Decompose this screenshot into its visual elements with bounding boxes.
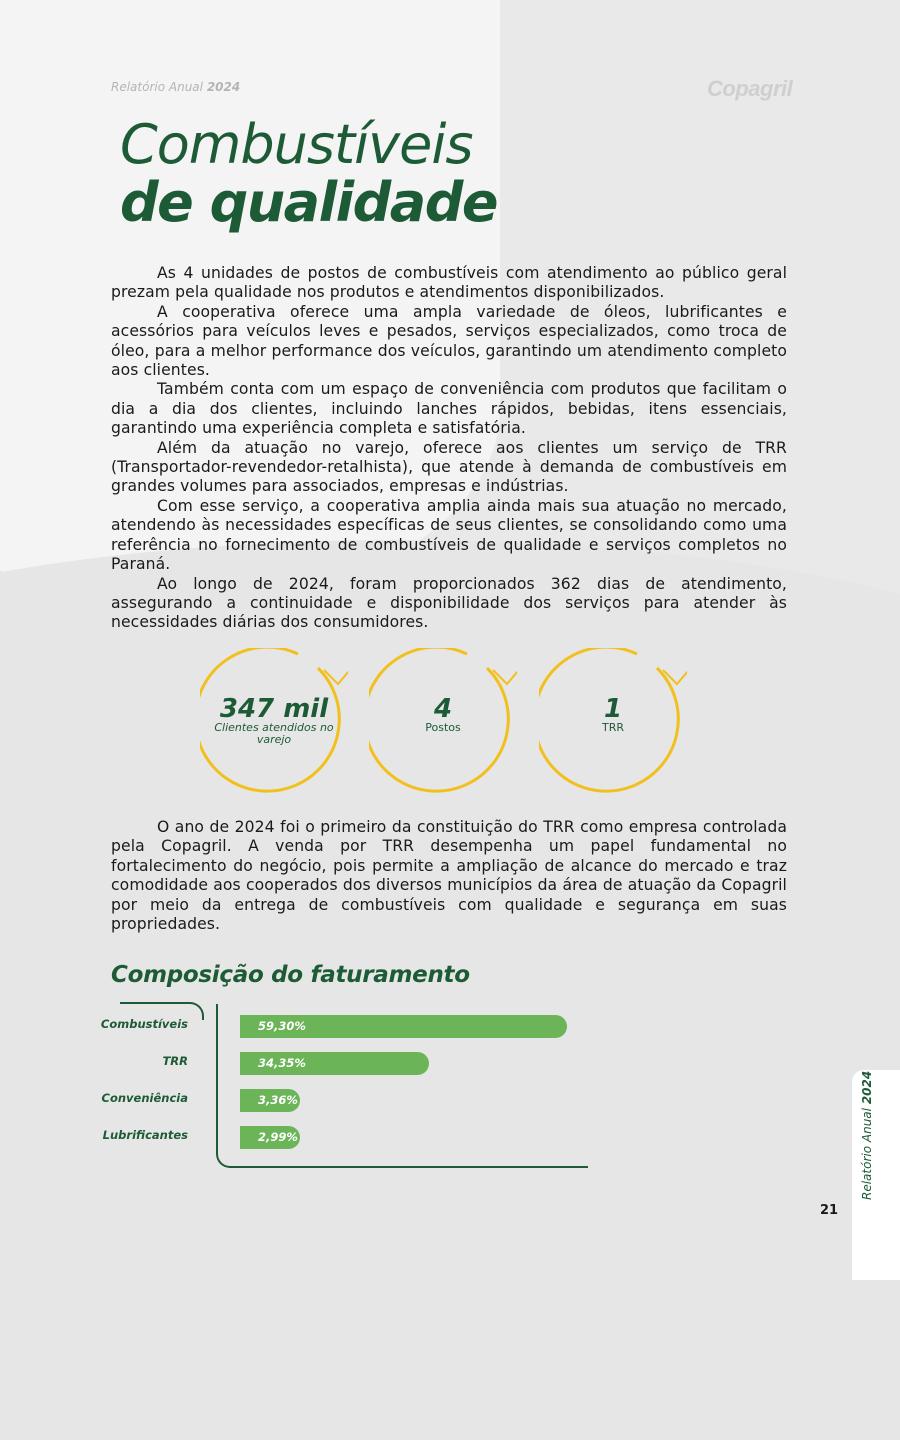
trr-text (111, 818, 787, 934)
stat-clients (200, 648, 348, 796)
paragraph: As 4 unidades de postos de combustíveis com atendimento ao público geral prezam pela qualidade nos produtos e atendimentos disponibilizados. (111, 264, 787, 302)
stat-value: 4 (433, 694, 453, 724)
stat-label: TRR (601, 721, 624, 734)
paragraph: Além da atuação no varejo, oferece aos clientes um serviço de TRR (Transportador-revendedor-retalhista), que atende à demanda de combustíveis em grandes volumes para associados, empresas e indústrias. (111, 438, 787, 496)
stat-postos (369, 648, 517, 796)
side-label-text: Relatório Anual (860, 1108, 874, 1200)
chart-category-label: TRR (162, 1054, 188, 1068)
page-title-line2: de qualidade (120, 171, 498, 234)
page-number: 21 (820, 1203, 839, 1218)
report-year: 2024 (206, 80, 241, 94)
report-header (111, 80, 240, 94)
stat-label: Postos (425, 721, 461, 734)
paragraph: O ano de 2024 foi o primeiro da constituição do TRR como empresa controlada pela Copagril. A venda por TRR desempenha um papel fundamental no fortalecimento do negócio, pois permite a ampliação de alcance do mercado e traz comodidade aos cooperados dos diversos municípios da área de atuação da Copagril por meio da entrega de combustíveis com qualidade e segurança em suas propriedades. (111, 818, 787, 934)
paragraph: Com esse serviço, a cooperativa amplia ainda mais sua atuação no mercado, atendendo às necessidades específicas de seus clientes, se consolidando como uma referência no fornecimento de combustíveis de qualidade e serviços completos no Paraná. (111, 496, 787, 574)
chart-category-label: Combustíveis (100, 1017, 188, 1031)
report-label: Relatório Anual (111, 80, 203, 94)
intro-text (111, 264, 787, 633)
paragraph: Também conta com um espaço de conveniência com produtos que facilitam o dia a dia dos clientes, incluindo lanches rápidos, bebidas, itens essenciais, garantindo uma experiência completa e satisfatória. (111, 380, 787, 438)
chart-value-label: 3,36% (258, 1093, 298, 1107)
stat-value: 347 mil (219, 694, 329, 724)
paragraph: Ao longo de 2024, foram proporcionados 362 dias de atendimento, assegurando a continuidade e disponibilidade dos serviços para atender às necessidades diárias dos consumidores. (111, 574, 787, 632)
chart-value-label: 2,99% (258, 1130, 298, 1144)
copagril-logo: Copagril (707, 76, 793, 101)
chart-category-label: Conveniência (101, 1091, 188, 1105)
paragraph: A cooperativa oferece uma ampla variedade de óleos, lubrificantes e acessórios para veículos leves e pesados, serviços especializados, como troca de óleo, para a melhor performance dos veículos, garantindo um atendimento completo aos clientes. (111, 302, 787, 380)
side-label-year: 2024 (860, 1070, 874, 1105)
stat-label: Clientes atendidos no varejo (214, 721, 334, 746)
page-title-line1: Combustíveis (120, 113, 473, 176)
side-report-label (860, 1071, 874, 1200)
chart-category-label: Lubrificantes (102, 1128, 188, 1142)
stat-trr (539, 648, 687, 796)
chart-value-label: 59,30% (258, 1019, 306, 1033)
chart-value-label: 34,35% (258, 1056, 306, 1070)
chart-title: Composição do faturamento (111, 962, 470, 988)
stat-value: 1 (603, 694, 623, 724)
